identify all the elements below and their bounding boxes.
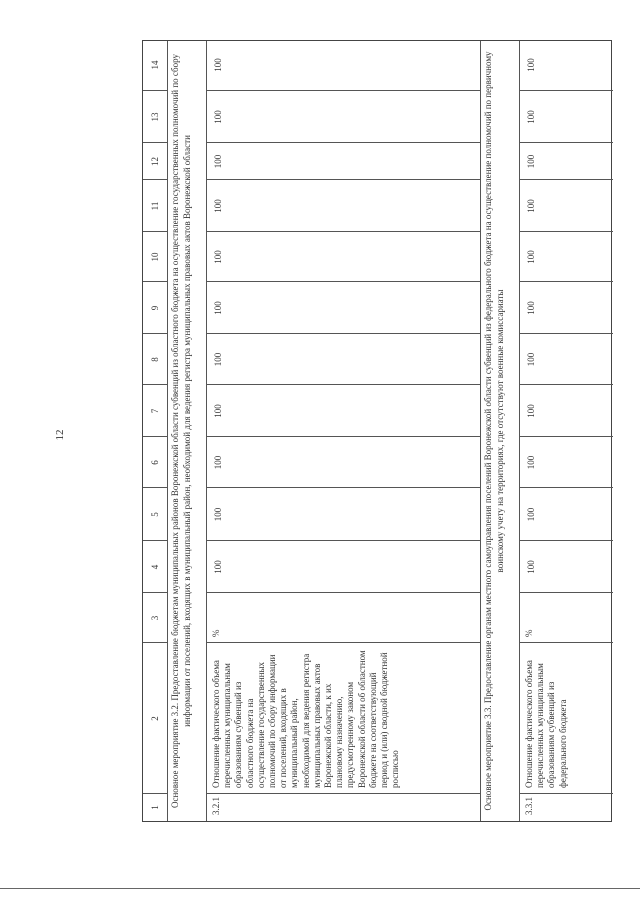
indicator-value: 100 xyxy=(526,199,536,213)
column-number-header: 10 xyxy=(150,252,160,262)
column-number-header: 12 xyxy=(150,157,160,166)
column-number-header: 2 xyxy=(150,716,160,721)
section-divider xyxy=(206,41,207,821)
indicator-value: 100 xyxy=(526,110,536,124)
indicator-value: 100 xyxy=(526,301,536,315)
indicator-value: 100 xyxy=(213,154,223,169)
section-title: Основное мероприятие 3.2. Предоставление бюджетам муниципальных районов Воронежской области субвенций из областного бюджета на осуществление государственных полномочий по сбору информации от поселений, входящих в муниципальный район, необходимой для ведения регистра муниципальных правовых актов Воронежской области xyxy=(170,54,192,808)
rotated-table-wrapper xyxy=(142,40,612,822)
column-divider xyxy=(206,384,480,385)
column-divider xyxy=(206,90,480,91)
column-number-header: 14 xyxy=(150,60,160,70)
column-divider xyxy=(206,487,480,488)
indicator-value: 100 xyxy=(526,352,536,367)
indicator-value: 100 xyxy=(526,250,536,264)
indicator-value: 100 xyxy=(213,250,223,264)
section-divider xyxy=(480,41,481,821)
row-unit: % xyxy=(211,629,221,637)
indicator-value: 100 xyxy=(526,58,536,72)
indicator-value: 100 xyxy=(213,58,223,72)
indicator-value: 100 xyxy=(526,404,536,418)
page-number: 12 xyxy=(54,429,66,441)
column-number-header: 3 xyxy=(150,615,160,621)
indicator-value: 100 xyxy=(213,301,223,315)
column-number-header: 5 xyxy=(150,512,160,517)
column-divider xyxy=(519,642,613,643)
indicator-value: 100 xyxy=(213,352,223,367)
indicator-value: 100 xyxy=(526,455,536,470)
row-unit: % xyxy=(524,629,534,637)
column-divider xyxy=(519,793,613,794)
column-divider xyxy=(206,642,480,643)
column-number-header: 11 xyxy=(150,201,160,211)
indicator-value: 100 xyxy=(526,507,536,522)
column-number-header: 13 xyxy=(150,112,160,122)
column-divider xyxy=(206,333,480,334)
column-divider xyxy=(206,142,480,143)
indicator-value: 100 xyxy=(213,507,223,522)
column-number-header: 8 xyxy=(150,357,160,362)
indicator-value: 100 xyxy=(526,560,536,574)
row-number: 3.3.1 xyxy=(524,797,534,815)
row-description: Отношение фактического объема перечисленных муниципальным образованиям субвенций из федерального бюджета xyxy=(524,660,568,788)
column-divider xyxy=(206,592,480,593)
column-number-header: 9 xyxy=(150,305,160,311)
section-title: Основное мероприятие 3.3. Предоставление органам местного самоуправления поселений Воронежской области субвенций из федерального бюджета на осуществление полномочий по первичному воинскому учету на территориях, где отсутствуют военные комиссариаты xyxy=(483,51,505,811)
row-number: 3.2.1 xyxy=(211,797,221,815)
column-divider xyxy=(206,231,480,232)
column-divider xyxy=(206,281,480,282)
column-number-header: 7 xyxy=(150,408,160,414)
indicator-value: 100 xyxy=(526,154,536,169)
header-divider xyxy=(167,41,168,821)
indicator-value: 100 xyxy=(213,404,223,418)
page-bottom-rule xyxy=(0,888,640,889)
row-description: Отношение фактического объема перечисленных муниципальным образованиям субвенций из областного бюджета на осуществление государственных полномочий по сбору информации от поселений, входящих в муниципальный район, необходимой для ведения регистра муниципальных правовых актов Воронежской области, к их плановому назначению, предусмотренному законом Воронежской области об областном бюджете на соответствующий период и (или) сводной бюджетной росписью xyxy=(211,650,401,788)
column-divider xyxy=(206,179,480,180)
indicator-value: 100 xyxy=(213,199,223,213)
column-number-header: 6 xyxy=(150,460,160,465)
indicator-value: 100 xyxy=(213,455,223,470)
indicator-value: 100 xyxy=(213,110,223,124)
indicator-table xyxy=(142,40,612,822)
section-divider xyxy=(519,41,520,821)
column-number-header: 1 xyxy=(150,805,160,810)
column-divider xyxy=(206,540,480,541)
column-number-header: 4 xyxy=(150,564,160,570)
column-divider xyxy=(206,436,480,437)
column-divider xyxy=(206,793,480,794)
indicator-value: 100 xyxy=(213,560,223,574)
